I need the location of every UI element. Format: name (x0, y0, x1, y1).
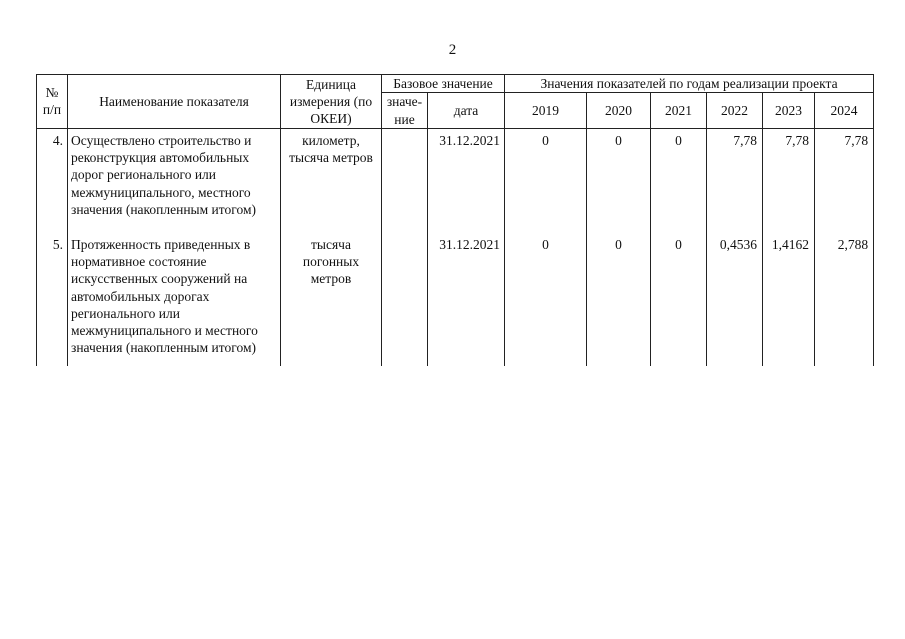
row-value-2024: 7,78 (815, 128, 874, 233)
header-year: 2022 (707, 93, 763, 129)
row-unit: тысяча погонных метров (281, 233, 382, 366)
header-year: 2021 (651, 93, 707, 129)
header-row-top (37, 75, 874, 93)
row-value-2024: 2,788 (815, 233, 874, 366)
header-name: Наименование показателя (68, 75, 281, 129)
header-base: Базовое значение (382, 75, 505, 93)
header-year: 2020 (587, 93, 651, 129)
header-base-value: значе- ние (382, 93, 428, 129)
row-value-2021: 0 (651, 128, 707, 233)
row-unit: километр, тысяча метров (281, 128, 382, 233)
row-value-2019: 0 (505, 128, 587, 233)
header-years-group: Значения показателей по годам реализации проекта (505, 75, 874, 93)
table-row (37, 128, 874, 233)
row-num: 5. (37, 233, 68, 366)
header-year: 2024 (815, 93, 874, 129)
row-value-2019: 0 (505, 233, 587, 366)
row-value-2022: 7,78 (707, 128, 763, 233)
row-name: Протяженность приведенных в нормативное состояние искусственных сооружений на автомобильных дорогах регионального или межмуниципального и местного значения (накопленным итогом) (68, 233, 281, 366)
header-year: 2019 (505, 93, 587, 129)
header-unit: Единица измерения (по ОКЕИ) (281, 75, 382, 129)
row-base-date: 31.12.2021 (428, 233, 505, 366)
row-num: 4. (37, 128, 68, 233)
row-value-2023: 7,78 (763, 128, 815, 233)
table-row (37, 233, 874, 366)
indicators-table (36, 74, 874, 366)
row-base-date: 31.12.2021 (428, 128, 505, 233)
header-num: № п/п (37, 75, 68, 129)
page-number: 2 (448, 42, 457, 58)
row-value-2022: 0,4536 (707, 233, 763, 366)
row-base-value (382, 233, 428, 366)
header-year: 2023 (763, 93, 815, 129)
row-name: Осуществлено строительство и реконструкция автомобильных дорог регионального или межмуниципального, местного значения (накопленным итогом) (68, 128, 281, 233)
row-value-2020: 0 (587, 233, 651, 366)
header-base-date: дата (428, 93, 505, 129)
row-value-2023: 1,4162 (763, 233, 815, 366)
row-base-value (382, 128, 428, 233)
row-value-2020: 0 (587, 128, 651, 233)
row-value-2021: 0 (651, 233, 707, 366)
